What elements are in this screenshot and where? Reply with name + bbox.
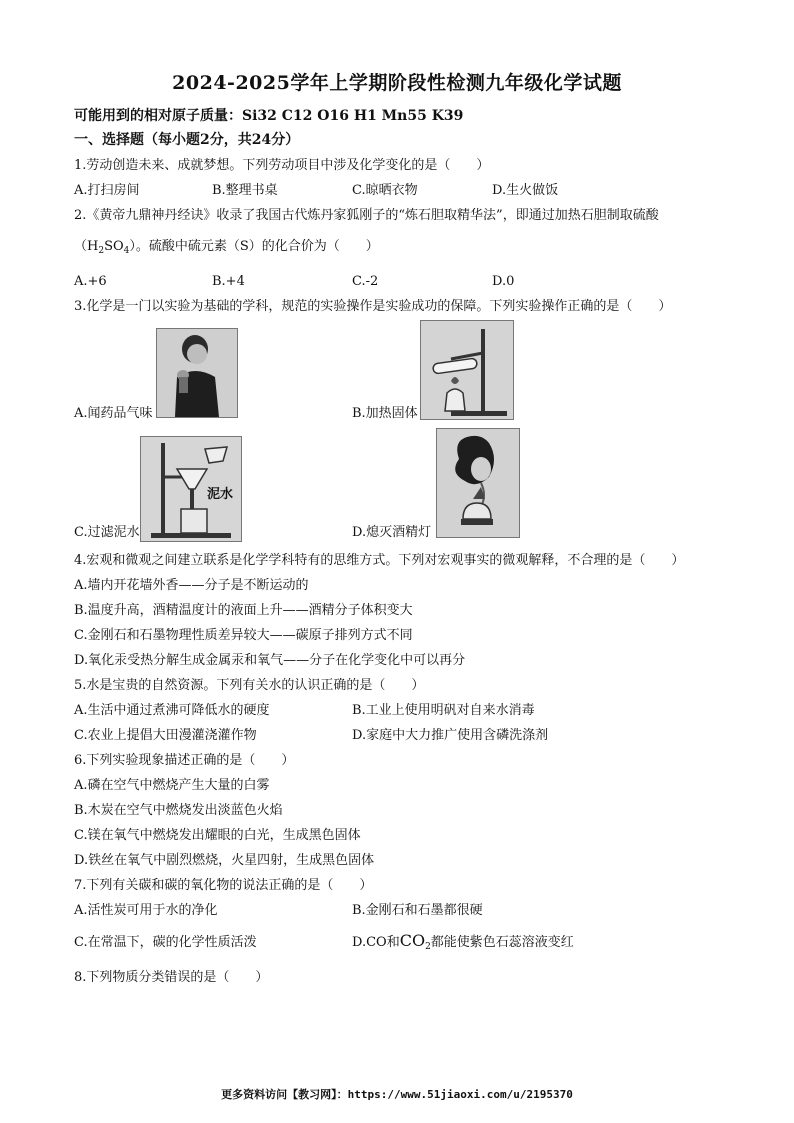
smell-chemical-figure xyxy=(156,328,238,418)
q7-option-a: A.活性炭可用于水的净化 xyxy=(74,903,218,918)
page-title: 2024-2025学年上学期阶段性检测九年级化学试题 xyxy=(172,72,622,94)
q3-option-d: D.熄灭酒精灯 xyxy=(352,525,432,540)
question-5-stem: 5.水是宝贵的自然资源。下列有关水的认识正确的是（ ） xyxy=(74,678,425,693)
q1-option-c: C.晾晒衣物 xyxy=(352,183,418,198)
q2-formula-so: SO xyxy=(104,239,124,254)
question-2-stem-line1: 2.《黄帝九鼎神丹经诀》收录了我国古代炼丹家狐刚子的“炼石胆取精华法”，即通过加热石胆制取硫酸 xyxy=(74,208,659,223)
q3-option-c: C.过滤泥水 xyxy=(74,525,140,540)
q1-option-b: B.整理书桌 xyxy=(212,183,278,198)
question-8-stem: 8.下列物质分类错误的是（ ） xyxy=(74,970,269,985)
q1-option-a: A.打扫房间 xyxy=(74,183,140,198)
q6-option-d: D.铁丝在氧气中剧烈燃烧，火星四射，生成黑色固体 xyxy=(74,853,375,868)
filter-muddy-water-figure xyxy=(140,436,242,542)
q3-option-a: A.闻药品气味 xyxy=(74,406,153,421)
q7-option-d-sub: 2 xyxy=(425,942,431,952)
q2-option-c: C.-2 xyxy=(352,274,379,289)
q2-open-paren: （ xyxy=(74,239,88,254)
q2-option-a: A.+6 xyxy=(74,274,107,289)
q3-option-b: B.加热固体 xyxy=(352,406,418,421)
heat-solid-figure xyxy=(420,320,514,420)
q2-formula-so-sub: 4 xyxy=(123,246,130,256)
q7-option-b: B.金刚石和石墨都很硬 xyxy=(352,903,483,918)
q5-option-c: C.农业上提倡大田漫灌浇灌作物 xyxy=(74,728,257,743)
q2-formula-h: H xyxy=(87,239,99,254)
q5-option-d: D.家庭中大力推广使用含磷洗涤剂 xyxy=(352,728,549,743)
question-6-stem: 6.下列实验现象描述正确的是（ ） xyxy=(74,753,295,768)
q2-option-b: B.+4 xyxy=(212,274,245,289)
q5-option-a: A.生活中通过煮沸可降低水的硬度 xyxy=(74,703,270,718)
muddy-water-label: 泥水 xyxy=(207,487,234,502)
q7-option-d-formula: CO xyxy=(399,931,426,950)
q7-option-c: C.在常温下，碳的化学性质活泼 xyxy=(74,935,257,950)
atomic-masses: 可能用到的相对原子质量：Si32 C12 O16 H1 Mn55 K39 xyxy=(74,108,464,124)
question-7-stem: 7.下列有关碳和碳的氧化物的说法正确的是（ ） xyxy=(74,878,373,893)
q2-option-d: D.0 xyxy=(492,274,515,289)
q5-option-b: B.工业上使用明矾对自来水消毒 xyxy=(352,703,535,718)
question-2-stem-line2 xyxy=(74,238,379,260)
footer-link[interactable]: 更多资料访问【教习网】：https://www.51jiaoxi.com/u/2195370 xyxy=(221,1088,573,1101)
q4-option-d: D.氧化汞受热分解生成金属汞和氧气——分子在化学变化中可以再分 xyxy=(74,653,466,668)
blow-out-lamp-figure xyxy=(436,428,520,538)
q7-option-d xyxy=(352,932,574,956)
q2-formula-h-sub: 2 xyxy=(98,246,105,256)
question-4-stem: 4.宏观和微观之间建立联系是化学学科特有的思维方式。下列对宏观事实的微观解释，不合理的是（ ） xyxy=(74,553,685,568)
q6-option-a: A.磷在空气中燃烧产生大量的白雾 xyxy=(74,778,270,793)
q4-option-a: A.墙内开花墙外香——分子是不断运动的 xyxy=(74,578,309,593)
q4-option-c: C.金刚石和石墨物理性质差异较大——碳原子排列方式不同 xyxy=(74,628,413,643)
q7-option-d-prefix: D.CO和 xyxy=(352,935,400,950)
q2-stem-rest: ）。硫酸中硫元素（S）的化合价为（ ） xyxy=(129,239,379,254)
q1-option-d: D.生火做饭 xyxy=(492,183,559,198)
q6-option-b: B.木炭在空气中燃烧发出淡蓝色火焰 xyxy=(74,803,283,818)
question-1-stem: 1.劳动创造未来、成就梦想。下列劳动项目中涉及化学变化的是（ ） xyxy=(74,158,490,173)
question-3-stem: 3.化学是一门以实验为基础的学科，规范的实验操作是实验成功的保障。下列实验操作正确的是（ ） xyxy=(74,299,672,314)
q6-option-c: C.镁在氧气中燃烧发出耀眼的白光，生成黑色固体 xyxy=(74,828,361,843)
section-heading: 一、选择题（每小题2分，共24分） xyxy=(74,132,300,148)
q7-option-d-rest: 都能使紫色石蕊溶液变红 xyxy=(430,935,574,950)
q4-option-b: B.温度升高，酒精温度计的液面上升——酒精分子体积变大 xyxy=(74,603,413,618)
